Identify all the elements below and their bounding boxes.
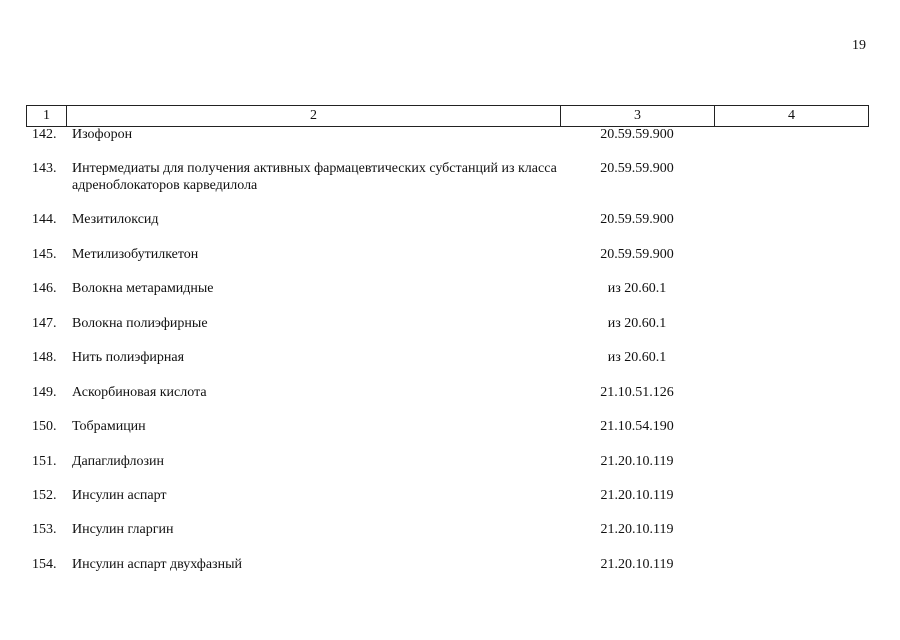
item-code: из 20.60.1	[607, 316, 667, 331]
item-number: 145.	[32, 247, 57, 262]
item-code: 21.10.54.190	[600, 419, 674, 434]
column-header-3: 3	[561, 106, 715, 127]
column-header-1: 1	[27, 106, 67, 127]
item-number: 149.	[32, 385, 57, 400]
item-code: 21.20.10.119	[600, 557, 674, 572]
item-code: из 20.60.1	[607, 350, 667, 365]
page-number: 19	[852, 38, 866, 53]
item-name: Мезитилоксид	[72, 212, 159, 227]
item-code: 20.59.59.900	[600, 247, 674, 262]
column-header-2: 2	[67, 106, 561, 127]
item-name: Аскорбиновая кислота	[72, 385, 207, 400]
column-header-row	[27, 106, 869, 127]
item-code: 20.59.59.900	[600, 161, 674, 176]
item-name: Инсулин аспарт	[72, 488, 167, 503]
item-name: Инсулин гларгин	[72, 522, 174, 537]
item-name: Нить полиэфирная	[72, 350, 185, 365]
item-name: Изофорон	[72, 127, 133, 142]
item-name: Тобрамицин	[72, 419, 146, 434]
item-code: 21.20.10.119	[600, 454, 674, 469]
item-number: 147.	[32, 316, 57, 331]
item-name: Метилизобутилкетон	[72, 247, 199, 262]
item-number: 151.	[32, 454, 57, 469]
item-number: 146.	[32, 281, 57, 296]
item-number: 148.	[32, 350, 57, 365]
item-number: 154.	[32, 557, 57, 572]
item-name: Волокна метарамидные	[72, 281, 214, 296]
item-code: 21.20.10.119	[600, 522, 674, 537]
item-name: Волокна полиэфирные	[72, 316, 208, 331]
item-code: из 20.60.1	[607, 281, 667, 296]
column-header-4: 4	[715, 106, 869, 127]
item-name: Инсулин аспарт двухфазный	[72, 557, 242, 572]
item-number: 152.	[32, 488, 57, 503]
item-name: Дапаглифлозин	[72, 454, 165, 469]
item-code: 20.59.59.900	[600, 127, 674, 142]
item-code: 21.20.10.119	[600, 488, 674, 503]
column-header-table	[26, 105, 869, 127]
item-code: 20.59.59.900	[600, 212, 674, 227]
item-number: 144.	[32, 212, 57, 227]
item-number: 153.	[32, 522, 57, 537]
item-name: Интермедиаты для получения активных фармацевтических субстанций из класса адреноблокаторов карведилола	[72, 161, 557, 193]
item-number: 143.	[32, 161, 57, 176]
item-code: 21.10.51.126	[600, 385, 674, 400]
item-number: 142.	[32, 127, 57, 142]
item-number: 150.	[32, 419, 57, 434]
